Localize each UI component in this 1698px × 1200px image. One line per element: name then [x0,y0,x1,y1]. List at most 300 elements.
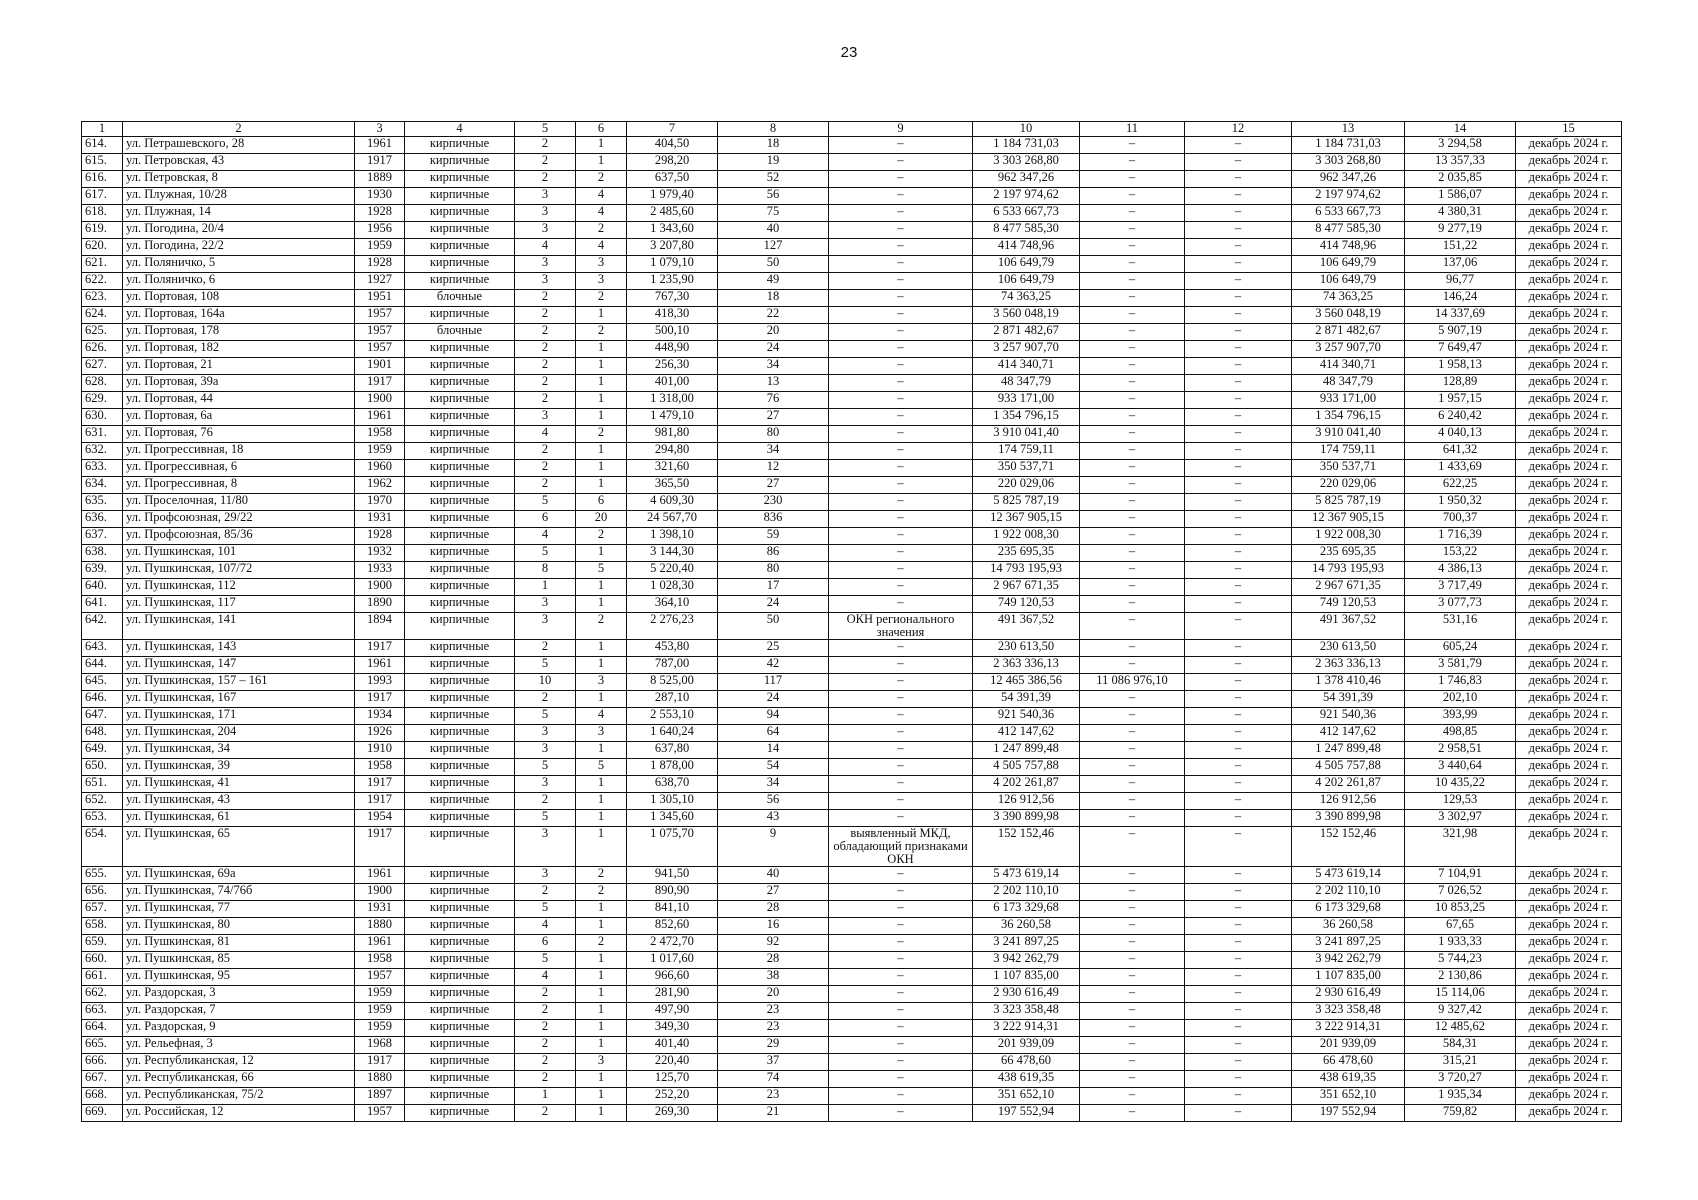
cell-entrances: 2 [576,171,627,188]
cell-fund-cost: – [1080,171,1185,188]
cell-residents: 50 [718,256,829,273]
cell-fund-cost: – [1080,901,1185,918]
cell-owners-cost: 48 347,79 [1292,375,1405,392]
cell-deadline: декабрь 2024 г. [1516,324,1622,341]
cell-entrances: 1 [576,579,627,596]
cell-wall-material: кирпичные [405,952,515,969]
cell-wall-material: кирпичные [405,759,515,776]
cell-owners-cost: 106 649,79 [1292,256,1405,273]
cell-owners-cost: 749 120,53 [1292,596,1405,613]
cell-address: ул. Проселочная, 11/80 [123,494,355,511]
cell-floors: 2 [515,1054,576,1071]
cell-address: ул. Прогрессивная, 18 [123,443,355,460]
cell-address: ул. Пушкинская, 112 [123,579,355,596]
cell-heritage-status: – [829,137,973,154]
cell-residents: 27 [718,409,829,426]
cell-entrances: 5 [576,562,627,579]
cell-address: ул. Раздорская, 9 [123,1020,355,1037]
cell-heritage-status: – [829,154,973,171]
cell-row-number: 656. [82,884,123,901]
cell-wall-material: кирпичные [405,562,515,579]
table-row [82,952,1622,969]
table-row [82,205,1622,222]
cell-row-number: 648. [82,725,123,742]
cell-address: ул. Пушкинская, 204 [123,725,355,742]
cell-row-number: 617. [82,188,123,205]
cell-total-area: 364,10 [627,596,718,613]
cell-owners-cost: 8 477 585,30 [1292,222,1405,239]
cell-floors: 2 [515,1037,576,1054]
cell-owners-cost: 66 478,60 [1292,1054,1405,1071]
cell-row-number: 655. [82,867,123,884]
cell-row-number: 630. [82,409,123,426]
cell-total-area: 841,10 [627,901,718,918]
cell-other-cost: – [1185,545,1292,562]
cell-residents: 38 [718,969,829,986]
cell-heritage-status: – [829,443,973,460]
cell-row-number: 669. [82,1105,123,1122]
cell-entrances: 1 [576,810,627,827]
cell-deadline: декабрь 2024 г. [1516,596,1622,613]
cell-residents: 127 [718,239,829,256]
cell-heritage-status: – [829,935,973,952]
cell-total-area: 852,60 [627,918,718,935]
cell-year-built: 1900 [355,884,405,901]
cell-residents: 75 [718,205,829,222]
table-row [82,477,1622,494]
cell-wall-material: кирпичные [405,969,515,986]
cell-floors: 3 [515,867,576,884]
cell-entrances: 1 [576,596,627,613]
cell-other-cost: – [1185,884,1292,901]
cell-other-cost: – [1185,579,1292,596]
cell-year-built: 1917 [355,776,405,793]
cell-total-area: 349,30 [627,1020,718,1037]
cell-cost-per-sqm: 1 433,69 [1405,460,1516,477]
cell-residents: 24 [718,691,829,708]
cell-row-number: 636. [82,511,123,528]
cell-deadline: декабрь 2024 г. [1516,1105,1622,1122]
cell-wall-material: кирпичные [405,579,515,596]
cell-total-area: 1 079,10 [627,256,718,273]
cell-heritage-status: – [829,725,973,742]
cell-heritage-status: – [829,545,973,562]
cell-cost-per-sqm: 9 327,42 [1405,1003,1516,1020]
cell-cost-per-sqm: 1 933,33 [1405,935,1516,952]
cell-other-cost: – [1185,443,1292,460]
cell-fund-cost: – [1080,222,1185,239]
cell-residents: 836 [718,511,829,528]
cell-total-area: 321,60 [627,460,718,477]
cell-wall-material: кирпичные [405,742,515,759]
cell-row-number: 634. [82,477,123,494]
cell-address: ул. Пушкинская, 143 [123,640,355,657]
cell-year-built: 1961 [355,935,405,952]
cell-other-cost: – [1185,205,1292,222]
cell-total-area: 981,80 [627,426,718,443]
cell-wall-material: кирпичные [405,307,515,324]
cell-fund-cost: – [1080,725,1185,742]
cell-owners-cost: 1 354 796,15 [1292,409,1405,426]
cell-cost-per-sqm: 3 440,64 [1405,759,1516,776]
cell-entrances: 1 [576,375,627,392]
cell-residents: 37 [718,1054,829,1071]
cell-total-cost: 106 649,79 [973,273,1080,290]
cell-address: ул. Прогрессивная, 8 [123,477,355,494]
cell-other-cost: – [1185,918,1292,935]
cell-owners-cost: 3 910 041,40 [1292,426,1405,443]
cell-other-cost: – [1185,256,1292,273]
cell-deadline: декабрь 2024 г. [1516,708,1622,725]
header-col-7: 7 [627,122,718,137]
cell-residents: 13 [718,375,829,392]
table-row [82,188,1622,205]
cell-cost-per-sqm: 3 717,49 [1405,579,1516,596]
cell-total-area: 8 525,00 [627,674,718,691]
cell-wall-material: кирпичные [405,1071,515,1088]
cell-total-cost: 12 367 905,15 [973,511,1080,528]
cell-entrances: 1 [576,1088,627,1105]
cell-deadline: декабрь 2024 г. [1516,884,1622,901]
cell-fund-cost: – [1080,1003,1185,1020]
cell-address: ул. Пушкинская, 147 [123,657,355,674]
cell-deadline: декабрь 2024 г. [1516,222,1622,239]
cell-row-number: 644. [82,657,123,674]
cell-total-area: 1 028,30 [627,579,718,596]
page-number: 23 [840,44,858,61]
cell-floors: 2 [515,324,576,341]
cell-row-number: 615. [82,154,123,171]
cell-fund-cost: – [1080,426,1185,443]
cell-floors: 2 [515,793,576,810]
cell-floors: 5 [515,901,576,918]
cell-fund-cost: – [1080,188,1185,205]
cell-heritage-status: – [829,1071,973,1088]
cell-row-number: 628. [82,375,123,392]
cell-address: ул. Пушкинская, 167 [123,691,355,708]
cell-total-cost: 14 793 195,93 [973,562,1080,579]
cell-wall-material: кирпичные [405,725,515,742]
cell-wall-material: кирпичные [405,171,515,188]
cell-owners-cost: 933 171,00 [1292,392,1405,409]
cell-heritage-status: – [829,171,973,188]
cell-floors: 2 [515,171,576,188]
cell-row-number: 650. [82,759,123,776]
header-col-12: 12 [1185,122,1292,137]
cell-row-number: 657. [82,901,123,918]
cell-deadline: декабрь 2024 г. [1516,511,1622,528]
cell-other-cost: – [1185,613,1292,640]
cell-total-area: 2 472,70 [627,935,718,952]
cell-floors: 2 [515,358,576,375]
cell-owners-cost: 350 537,71 [1292,460,1405,477]
cell-heritage-status: – [829,409,973,426]
cell-other-cost: – [1185,154,1292,171]
cell-owners-cost: 197 552,94 [1292,1105,1405,1122]
cell-deadline: декабрь 2024 г. [1516,137,1622,154]
cell-other-cost: – [1185,640,1292,657]
cell-cost-per-sqm: 1 586,07 [1405,188,1516,205]
cell-total-area: 1 075,70 [627,827,718,867]
table-row [82,494,1622,511]
header-col-1: 1 [82,122,123,137]
cell-total-cost: 126 912,56 [973,793,1080,810]
cell-address: ул. Петрашевского, 28 [123,137,355,154]
cell-address: ул. Портовая, 44 [123,392,355,409]
cell-address: ул. Прогрессивная, 6 [123,460,355,477]
cell-row-number: 641. [82,596,123,613]
cell-residents: 40 [718,867,829,884]
cell-fund-cost: – [1080,358,1185,375]
cell-residents: 19 [718,154,829,171]
cell-year-built: 1934 [355,708,405,725]
cell-owners-cost: 2 967 671,35 [1292,579,1405,596]
cell-row-number: 625. [82,324,123,341]
cell-total-cost: 3 257 907,70 [973,341,1080,358]
cell-address: ул. Портовая, 6а [123,409,355,426]
cell-cost-per-sqm: 759,82 [1405,1105,1516,1122]
cell-year-built: 1900 [355,579,405,596]
cell-entrances: 6 [576,494,627,511]
cell-heritage-status: – [829,562,973,579]
cell-address: ул. Портовая, 182 [123,341,355,358]
cell-year-built: 1917 [355,793,405,810]
cell-heritage-status: – [829,273,973,290]
cell-address: ул. Поляничко, 6 [123,273,355,290]
cell-year-built: 1958 [355,759,405,776]
cell-fund-cost: – [1080,1071,1185,1088]
cell-total-cost: 106 649,79 [973,256,1080,273]
cell-total-area: 24 567,70 [627,511,718,528]
table-row [82,273,1622,290]
cell-total-area: 637,80 [627,742,718,759]
cell-residents: 27 [718,477,829,494]
cell-other-cost: – [1185,1071,1292,1088]
cell-floors: 4 [515,426,576,443]
cell-year-built: 1993 [355,674,405,691]
cell-floors: 2 [515,691,576,708]
cell-fund-cost: – [1080,137,1185,154]
cell-total-cost: 2 202 110,10 [973,884,1080,901]
cell-entrances: 1 [576,154,627,171]
cell-heritage-status: – [829,986,973,1003]
cell-total-cost: 1 107 835,00 [973,969,1080,986]
cell-total-cost: 36 260,58 [973,918,1080,935]
cell-address: ул. Пушкинская, 95 [123,969,355,986]
cell-entrances: 1 [576,657,627,674]
cell-cost-per-sqm: 3 294,58 [1405,137,1516,154]
cell-deadline: декабрь 2024 г. [1516,759,1622,776]
cell-address: ул. Рельефная, 3 [123,1037,355,1054]
cell-year-built: 1928 [355,256,405,273]
cell-heritage-status: – [829,1088,973,1105]
cell-total-cost: 152 152,46 [973,827,1080,867]
cell-owners-cost: 220 029,06 [1292,477,1405,494]
cell-other-cost: – [1185,528,1292,545]
cell-address: ул. Пушкинская, 157 – 161 [123,674,355,691]
cell-residents: 76 [718,392,829,409]
cell-floors: 3 [515,256,576,273]
cell-residents: 52 [718,171,829,188]
table-row [82,307,1622,324]
cell-cost-per-sqm: 153,22 [1405,545,1516,562]
header-col-6: 6 [576,122,627,137]
cell-owners-cost: 201 939,09 [1292,1037,1405,1054]
cell-other-cost: – [1185,239,1292,256]
cell-floors: 2 [515,137,576,154]
cell-wall-material: кирпичные [405,494,515,511]
cell-cost-per-sqm: 315,21 [1405,1054,1516,1071]
cell-wall-material: кирпичные [405,273,515,290]
cell-total-area: 448,90 [627,341,718,358]
cell-entrances: 1 [576,358,627,375]
cell-row-number: 642. [82,613,123,640]
cell-deadline: декабрь 2024 г. [1516,579,1622,596]
table-row [82,674,1622,691]
table-row [82,776,1622,793]
cell-entrances: 1 [576,477,627,494]
cell-total-area: 3 144,30 [627,545,718,562]
cell-fund-cost: – [1080,307,1185,324]
cell-residents: 80 [718,426,829,443]
cell-heritage-status: – [829,579,973,596]
table-row [82,1020,1622,1037]
cell-total-cost: 174 759,11 [973,443,1080,460]
cell-fund-cost: – [1080,708,1185,725]
cell-cost-per-sqm: 4 040,13 [1405,426,1516,443]
cell-total-cost: 54 391,39 [973,691,1080,708]
cell-total-cost: 2 363 336,13 [973,657,1080,674]
cell-year-built: 1958 [355,952,405,969]
cell-heritage-status: – [829,205,973,222]
cell-floors: 2 [515,1105,576,1122]
cell-floors: 2 [515,986,576,1003]
table-row [82,409,1622,426]
cell-residents: 24 [718,341,829,358]
cell-row-number: 658. [82,918,123,935]
cell-other-cost: – [1185,793,1292,810]
cell-total-cost: 3 390 899,98 [973,810,1080,827]
cell-other-cost: – [1185,759,1292,776]
cell-entrances: 1 [576,545,627,562]
cell-fund-cost: – [1080,1054,1185,1071]
cell-other-cost: – [1185,222,1292,239]
cell-row-number: 637. [82,528,123,545]
cell-address: ул. Раздорская, 7 [123,1003,355,1020]
cell-total-cost: 230 613,50 [973,640,1080,657]
cell-entrances: 3 [576,1054,627,1071]
cell-other-cost: – [1185,596,1292,613]
cell-fund-cost: – [1080,935,1185,952]
table-row [82,1003,1622,1020]
cell-fund-cost: – [1080,742,1185,759]
table-row [82,341,1622,358]
cell-fund-cost: – [1080,1020,1185,1037]
cell-total-cost: 6 533 667,73 [973,205,1080,222]
cell-wall-material: кирпичные [405,188,515,205]
cell-other-cost: – [1185,307,1292,324]
cell-address: ул. Плужная, 10/28 [123,188,355,205]
cell-fund-cost: – [1080,1105,1185,1122]
cell-residents: 230 [718,494,829,511]
cell-floors: 2 [515,307,576,324]
cell-year-built: 1932 [355,545,405,562]
cell-owners-cost: 152 152,46 [1292,827,1405,867]
table-row [82,511,1622,528]
cell-owners-cost: 36 260,58 [1292,918,1405,935]
cell-other-cost: – [1185,901,1292,918]
cell-wall-material: кирпичные [405,154,515,171]
cell-wall-material: кирпичные [405,793,515,810]
cell-floors: 5 [515,952,576,969]
table-row [82,884,1622,901]
cell-year-built: 1880 [355,918,405,935]
cell-heritage-status: – [829,239,973,256]
cell-total-cost: 2 930 616,49 [973,986,1080,1003]
cell-wall-material: кирпичные [405,776,515,793]
cell-wall-material: блочные [405,324,515,341]
cell-floors: 3 [515,205,576,222]
cell-residents: 40 [718,222,829,239]
cell-total-area: 269,30 [627,1105,718,1122]
cell-deadline: декабрь 2024 г. [1516,986,1622,1003]
cell-total-area: 298,20 [627,154,718,171]
table-row [82,1088,1622,1105]
cell-deadline: декабрь 2024 г. [1516,742,1622,759]
cell-fund-cost: – [1080,986,1185,1003]
header-col-13: 13 [1292,122,1405,137]
cell-other-cost: – [1185,1037,1292,1054]
cell-other-cost: – [1185,1020,1292,1037]
cell-total-area: 1 979,40 [627,188,718,205]
cell-row-number: 649. [82,742,123,759]
cell-entrances: 1 [576,1020,627,1037]
cell-heritage-status: – [829,759,973,776]
cell-deadline: декабрь 2024 г. [1516,657,1622,674]
cell-heritage-status: – [829,776,973,793]
table-row [82,657,1622,674]
cell-cost-per-sqm: 151,22 [1405,239,1516,256]
cell-cost-per-sqm: 7 104,91 [1405,867,1516,884]
cell-address: ул. Российская, 12 [123,1105,355,1122]
cell-year-built: 1957 [355,307,405,324]
cell-total-cost: 5 473 619,14 [973,867,1080,884]
cell-address: ул. Профсоюзная, 29/22 [123,511,355,528]
cell-total-area: 1 640,24 [627,725,718,742]
cell-deadline: декабрь 2024 г. [1516,613,1622,640]
cell-total-cost: 3 323 358,48 [973,1003,1080,1020]
cell-residents: 20 [718,986,829,1003]
cell-residents: 74 [718,1071,829,1088]
cell-fund-cost: – [1080,793,1185,810]
cell-entrances: 2 [576,613,627,640]
cell-total-cost: 3 560 048,19 [973,307,1080,324]
cell-address: ул. Пушкинская, 65 [123,827,355,867]
cell-address: ул. Пушкинская, 61 [123,810,355,827]
cell-total-cost: 921 540,36 [973,708,1080,725]
cell-deadline: декабрь 2024 г. [1516,691,1622,708]
cell-floors: 8 [515,562,576,579]
cell-owners-cost: 3 257 907,70 [1292,341,1405,358]
cell-year-built: 1933 [355,562,405,579]
cell-wall-material: кирпичные [405,1037,515,1054]
cell-address: ул. Погодина, 20/4 [123,222,355,239]
table-row [82,1037,1622,1054]
cell-fund-cost: – [1080,867,1185,884]
header-col-8: 8 [718,122,829,137]
cell-row-number: 627. [82,358,123,375]
cell-floors: 5 [515,708,576,725]
